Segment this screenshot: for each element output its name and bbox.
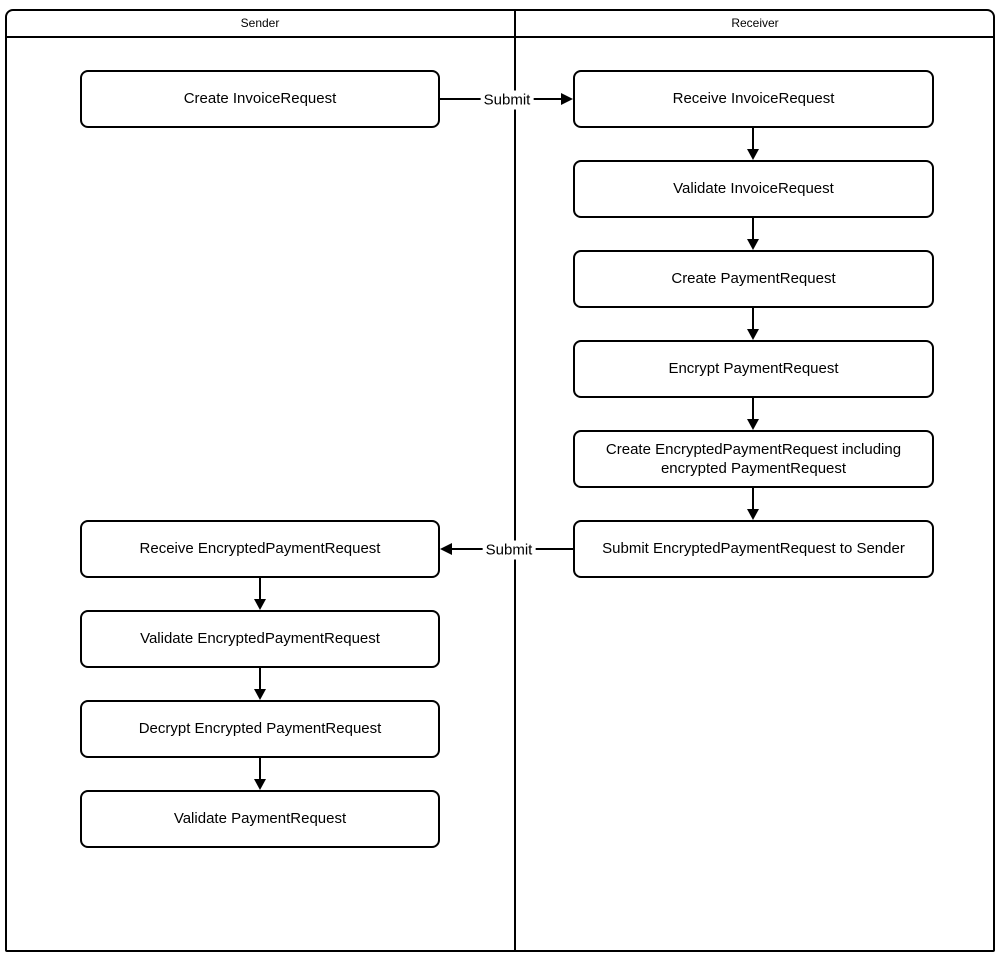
edge-line	[259, 668, 261, 689]
node-validate-encrypted-payment-request	[80, 610, 440, 668]
edge-label-submit: Submit	[483, 541, 536, 560]
node-label: Decrypt Encrypted PaymentRequest	[138, 720, 382, 738]
node-decrypt-encrypted-payment-request	[80, 700, 440, 758]
node-create-payment-request	[573, 250, 934, 308]
node-validate-payment-request	[80, 790, 440, 848]
node-create-invoice-request	[80, 70, 440, 128]
edge-line	[752, 128, 754, 149]
edge-line	[259, 578, 261, 599]
edge-line	[259, 758, 261, 779]
lane-header-sender	[5, 9, 515, 36]
node-receive-invoice-request	[573, 70, 934, 128]
node-receive-encrypted-payment-request	[80, 520, 440, 578]
arrowhead-down-icon	[747, 239, 759, 250]
arrowhead-down-icon	[747, 149, 759, 160]
arrowhead-down-icon	[747, 509, 759, 520]
node-label: Create InvoiceRequest	[183, 90, 337, 108]
arrowhead-down-icon	[254, 779, 266, 790]
edge-line	[752, 488, 754, 509]
edge-line	[752, 308, 754, 329]
edge-label-submit: Submit	[481, 91, 534, 110]
node-encrypt-payment-request	[573, 340, 934, 398]
node-validate-invoice-request	[573, 160, 934, 218]
lane-header-receiver-label: Receiver	[731, 15, 779, 30]
node-label: Receive InvoiceRequest	[672, 90, 835, 108]
lane-header-sender-label: Sender	[240, 15, 280, 30]
node-label: Create EncryptedPaymentRequest including encrypted PaymentRequest	[605, 440, 902, 477]
node-label: Submit EncryptedPaymentRequest to Sender	[602, 540, 905, 558]
arrowhead-left-icon	[440, 543, 452, 555]
node-label: Validate PaymentRequest	[173, 810, 347, 828]
node-create-encrypted-payment-request	[573, 430, 934, 488]
node-label: Receive EncryptedPaymentRequest	[139, 540, 381, 558]
node-label: Create PaymentRequest	[671, 270, 836, 288]
edge-line	[752, 218, 754, 239]
arrowhead-down-icon	[254, 599, 266, 610]
node-label: Encrypt PaymentRequest	[668, 360, 839, 378]
edge-line	[752, 398, 754, 419]
arrowhead-down-icon	[747, 329, 759, 340]
lane-header-receiver	[515, 9, 995, 36]
node-label: Validate EncryptedPaymentRequest	[140, 630, 380, 648]
node-submit-encrypted-payment-request	[573, 520, 934, 578]
node-label: Validate InvoiceRequest	[673, 180, 834, 198]
lane-header-underline	[5, 36, 995, 38]
arrowhead-down-icon	[747, 419, 759, 430]
arrowhead-right-icon	[561, 93, 573, 105]
arrowhead-down-icon	[254, 689, 266, 700]
lane-divider	[514, 9, 516, 950]
